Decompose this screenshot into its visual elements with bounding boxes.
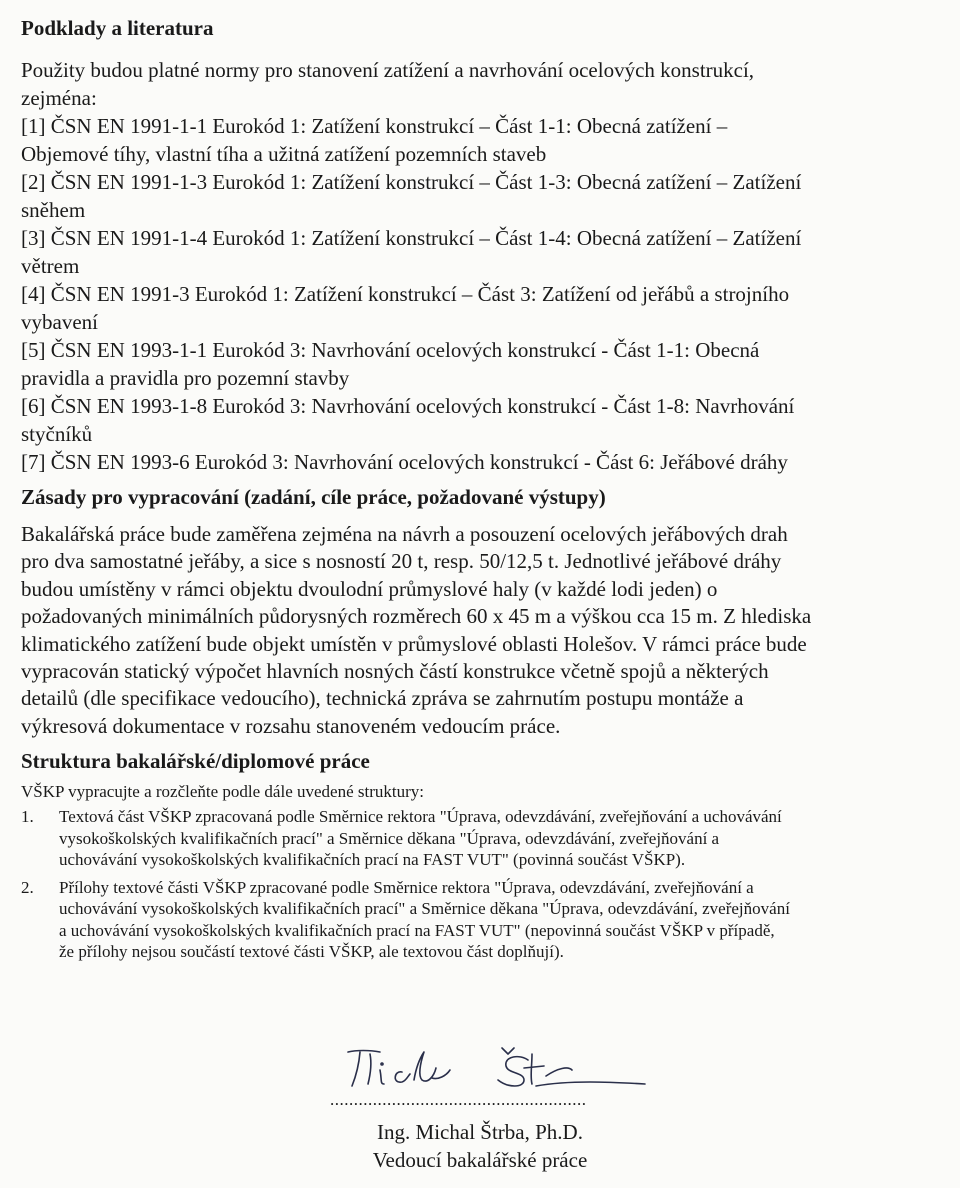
list-item-text <box>59 806 939 871</box>
reference-line: [5] ČSN EN 1993-1-1 Eurokód 3: Navrhování ocelových konstrukcí - Část 1-1: Obecná <box>21 338 760 362</box>
reference-line: [1] ČSN EN 1991-1-1 Eurokód 1: Zatížení konstrukcí – Část 1-1: Obecná zatížení – <box>21 114 728 138</box>
document-page <box>21 14 939 969</box>
signatory-role: Vedoucí bakalářské práce <box>372 1148 588 1172</box>
section-heading-zasady: Zásady pro vypracování (zadání, cíle práce, požadované výstupy) <box>21 485 606 509</box>
section-heading-podklady: Podklady a literatura <box>21 16 214 40</box>
list-item-line: vysokoškolských kvalifikačních prací" a Směrnice děkana "Úprava, odevzdávání, zveřejňování a <box>59 828 720 848</box>
list-item-line: uchovávání vysokoškolských kvalifikačních prací na FAST VUT" (povinná součást VŠKP). <box>59 850 686 870</box>
list-item <box>21 806 939 871</box>
reference-line: pravidla a pravidla pro pozemní stavby <box>21 366 350 390</box>
text-line: klimatického zatížení bude objekt umístěn v průmyslové oblasti Holešov. V rámci práce bude <box>21 631 807 656</box>
signature-dotted-line: ...................................................... <box>330 1090 587 1109</box>
struktura-list <box>21 806 939 963</box>
podklady-text <box>21 56 939 476</box>
reference-line: [4] ČSN EN 1991-3 Eurokód 1: Zatížení konstrukcí – Část 3: Zatížení od jeřábů a strojního <box>21 282 790 306</box>
reference-line: [2] ČSN EN 1991-1-3 Eurokód 1: Zatížení konstrukcí – Část 1-3: Obecná zatížení – Zatížení <box>21 170 802 194</box>
text-line: vypracován statický výpočet hlavních nosných částí konstrukce včetně spojů a některých <box>21 659 769 684</box>
list-item-line: uchovávání vysokoškolských kvalifikačních prací" a Směrnice děkana "Úprava, odevzdávání, zveřejňování <box>59 899 790 919</box>
list-item-line: a uchovávání vysokoškolských kvalifikačních prací na FAST VUT" (nepovinná součást VŠKP v případě, <box>59 920 775 940</box>
list-item-number: 1. <box>21 807 34 827</box>
reference-line: [3] ČSN EN 1991-1-4 Eurokód 1: Zatížení konstrukcí – Část 1-4: Obecná zatížení – Zatížení <box>21 226 802 250</box>
text-line: zejména: <box>21 86 97 110</box>
list-item-number: 2. <box>21 877 34 897</box>
reference-line: Objemové tíhy, vlastní tíha a užitná zatížení pozemních staveb <box>21 142 547 166</box>
signatory-name: Ing. Michal Štrba, Ph.D. <box>377 1120 583 1144</box>
reference-line: [7] ČSN EN 1993-6 Eurokód 3: Navrhování ocelových konstrukcí - Část 6: Jeřábové dráhy <box>21 450 788 474</box>
reference-line: vybavení <box>21 310 98 334</box>
text-line: výkresová dokumentace v rozsahu stanoveném vedoucím práce. <box>21 713 561 738</box>
section-heading-struktura: Struktura bakalářské/diplomové práce <box>21 749 370 774</box>
text-line: detailů (dle specifikace vedoucího), technická zpráva se zahrnutím postupu montáže a <box>21 686 744 711</box>
reference-line: [6] ČSN EN 1993-1-8 Eurokód 3: Navrhování ocelových konstrukcí - Část 1-8: Navrhování <box>21 394 795 418</box>
list-item-text <box>59 877 939 963</box>
list-item-line: Textová část VŠKP zpracovaná podle Směrnice rektora "Úprava, odevzdávání, zveřejňování a uchovávání <box>59 807 782 827</box>
reference-line: sněhem <box>21 198 86 222</box>
struktura-intro: VŠKP vypracujte a rozčleňte podle dále uvedené struktury: <box>21 782 424 802</box>
list-item-line: Přílohy textové části VŠKP zpracované podle Směrnice rektora "Úprava, odevzdávání, zveřejňování a <box>59 877 754 897</box>
text-line: Použity budou platné normy pro stanovení zatížení a navrhování ocelových konstrukcí, <box>21 58 755 82</box>
reference-line: větrem <box>21 254 80 278</box>
list-item-line: že přílohy nejsou součástí textové části VŠKP, ale textovou část doplňují). <box>59 942 564 962</box>
text-line: požadovaných minimálních půdorysných rozměrech 60 x 45 m a výškou cca 15 m. Z hlediska <box>21 604 812 629</box>
reference-line: styčníků <box>21 422 93 446</box>
zasady-text <box>21 521 939 740</box>
text-line: budou umístěny v rámci objektu dvoulodní průmyslové haly (v každé lodi jeden) o <box>21 576 718 601</box>
text-line: pro dva samostatné jeřáby, a sice s nosností 20 t, resp. 50/12,5 t. Jednotlivé jeřábové dráhy <box>21 549 782 574</box>
list-item <box>21 877 939 963</box>
text-line: Bakalářská práce bude zaměřena zejména na návrh a posouzení ocelových jeřábových drah <box>21 522 788 546</box>
